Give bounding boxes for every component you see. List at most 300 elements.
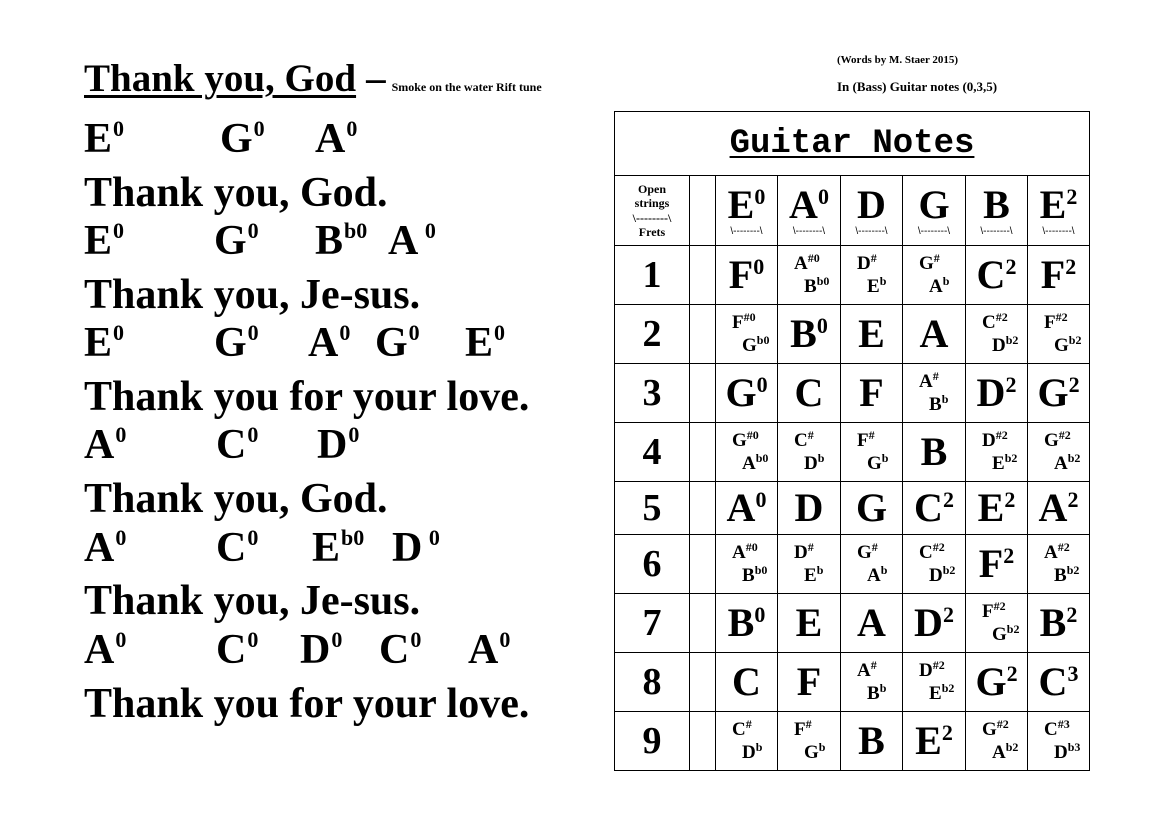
natural-note <box>1039 485 1079 530</box>
string-header-cell <box>1028 176 1090 246</box>
natural-note <box>790 311 828 356</box>
string-note-mark: 0 <box>754 183 766 209</box>
spacer-cell <box>690 535 716 594</box>
string-note-mark: 0 <box>817 183 829 209</box>
flat-note-mark: b0 <box>754 563 768 577</box>
flat-note-letter: B <box>929 394 942 415</box>
string-divider: \--------\ <box>980 225 1013 237</box>
chord-mark: 0 <box>115 422 127 447</box>
sharp-note <box>716 541 777 564</box>
note-cell <box>966 482 1028 535</box>
natural-note <box>732 659 761 704</box>
fret-row <box>615 482 1090 535</box>
note-cell-enharmonic <box>1028 712 1090 771</box>
sharp-note-mark: #0 <box>743 309 756 324</box>
chord-letter: E <box>312 525 341 571</box>
flat-note-letter: D <box>742 742 756 763</box>
flat-note <box>778 275 840 298</box>
flat-note <box>903 564 965 587</box>
natural-note-mark: 0 <box>756 372 768 397</box>
chord <box>312 527 364 569</box>
note-cell-enharmonic <box>1028 535 1090 594</box>
chord-mark: 0 <box>247 525 259 550</box>
note-cell <box>1028 246 1090 305</box>
chord <box>214 322 259 364</box>
note-cell <box>716 482 778 535</box>
sharp-note-mark: #0 <box>746 427 759 442</box>
chord-letter: D <box>300 627 331 673</box>
natural-note-letter: G <box>1037 370 1069 415</box>
spacer-cell <box>690 653 716 712</box>
flat-note <box>1028 564 1089 587</box>
note-cell <box>841 364 903 423</box>
chord-letter: C <box>216 422 247 468</box>
sharp-note-mark: #2 <box>1058 427 1071 442</box>
sharp-note-mark: # <box>870 250 877 265</box>
flat-note-mark: b0 <box>756 333 770 347</box>
note-cell-enharmonic <box>778 423 841 482</box>
sharp-note-mark: # <box>868 427 875 442</box>
note-cell-enharmonic <box>903 535 966 594</box>
chord-mark: b0 <box>341 525 365 550</box>
natural-note <box>725 370 767 415</box>
sharp-note-mark: #2 <box>932 657 945 672</box>
sharp-note-letter: G <box>732 429 747 451</box>
corner-label: \--------\ <box>632 210 672 225</box>
natural-note <box>914 485 954 530</box>
natural-note <box>795 370 824 415</box>
flat-note <box>841 275 902 298</box>
sharp-note <box>903 659 965 682</box>
flat-note <box>903 682 965 705</box>
fret-row <box>615 653 1090 712</box>
sharp-note-letter: G <box>1044 429 1059 451</box>
note-cell-enharmonic <box>966 712 1028 771</box>
string-note <box>857 182 886 227</box>
sharp-note-letter: F <box>857 429 869 451</box>
natural-note-mark: 2 <box>1004 487 1016 512</box>
string-note-letter: G <box>918 181 950 227</box>
chord <box>392 527 440 569</box>
natural-note <box>1040 600 1078 645</box>
string-header-cell <box>716 176 778 246</box>
natural-note <box>728 600 766 645</box>
flat-note-mark: b <box>879 274 887 288</box>
chord-mark: 0 <box>494 320 506 345</box>
chord-mark: 0 <box>113 218 125 243</box>
flat-note-mark: b <box>879 681 887 695</box>
string-note-mark: 2 <box>1066 183 1078 209</box>
note-cell <box>903 482 966 535</box>
chord-mark: 0 <box>247 218 259 243</box>
sharp-note-letter: C <box>982 311 996 333</box>
note-cell <box>778 305 841 364</box>
flat-note <box>1028 452 1089 475</box>
fret-row <box>615 246 1090 305</box>
song-title-line <box>84 56 542 101</box>
natural-note-letter: B <box>727 600 755 645</box>
chord <box>379 629 421 671</box>
natural-note-letter: C <box>732 659 761 704</box>
sharp-note <box>841 429 902 452</box>
chord-letter: A <box>84 525 115 571</box>
natural-note <box>797 659 821 704</box>
flat-note-letter: A <box>867 565 881 586</box>
note-cell <box>903 712 966 771</box>
flat-note-letter: D <box>804 453 818 474</box>
title-dash: – <box>366 57 386 100</box>
chord <box>84 527 126 569</box>
string-note <box>983 182 1010 227</box>
sharp-note-letter: C <box>1044 718 1058 740</box>
flat-note-mark: b2 <box>941 681 955 695</box>
flat-note-mark: b <box>942 274 950 288</box>
natural-note-mark: 2 <box>941 720 953 745</box>
natural-note <box>858 311 885 356</box>
flat-note <box>841 564 902 587</box>
sharp-note-mark: #2 <box>995 427 1008 442</box>
fret-number: 4 <box>615 423 690 482</box>
flat-note-mark: b2 <box>1066 563 1080 577</box>
natural-note <box>727 485 767 530</box>
chord <box>315 118 357 160</box>
sharp-note <box>716 311 777 334</box>
natural-note-letter: D <box>976 370 1006 415</box>
flat-note-letter: D <box>929 565 943 586</box>
natural-note-letter: A <box>857 600 886 645</box>
sharp-note-mark: # <box>807 539 814 554</box>
fret-row <box>615 712 1090 771</box>
chord-letter: A <box>84 627 115 673</box>
flat-note <box>903 393 965 416</box>
lyric-line: Thank you for your love. <box>84 681 530 727</box>
flat-note-letter: A <box>992 742 1006 763</box>
chord-mark: 0 <box>253 116 265 141</box>
note-cell-enharmonic <box>903 364 966 423</box>
sharp-note-mark: #0 <box>745 539 758 554</box>
sharp-note-letter: C <box>732 718 746 740</box>
sharp-note-letter: C <box>794 429 808 451</box>
sharp-note-letter: F <box>982 600 994 622</box>
sharp-note <box>841 541 902 564</box>
natural-note-letter: C <box>976 252 1006 297</box>
sharp-note-letter: A <box>919 370 933 392</box>
note-cell <box>966 653 1028 712</box>
flat-note-letter: A <box>742 453 756 474</box>
chord-letter: E <box>84 116 113 162</box>
sharp-note-letter: F <box>732 311 744 333</box>
note-cell-enharmonic <box>778 535 841 594</box>
sharp-note-letter: G <box>919 252 934 274</box>
fret-number: 6 <box>615 535 690 594</box>
fret-number: 3 <box>615 364 690 423</box>
string-divider: \--------\ <box>917 225 951 237</box>
sharp-note <box>716 429 777 452</box>
natural-note-letter: F <box>728 252 754 297</box>
sharp-note-letter: C <box>919 541 933 563</box>
flat-note-letter: G <box>992 624 1007 645</box>
sharp-note-letter: F <box>1044 311 1056 333</box>
flat-note-letter: E <box>929 683 942 704</box>
sharp-note-mark: # <box>745 716 752 731</box>
natural-note-letter: A <box>1038 485 1068 530</box>
note-cell-enharmonic <box>966 423 1028 482</box>
flat-note-letter: G <box>1054 335 1069 356</box>
note-cell <box>778 364 841 423</box>
sharp-note-mark: #2 <box>1055 309 1068 324</box>
flat-note-mark: b <box>817 451 825 465</box>
natural-note-mark: 0 <box>755 487 767 512</box>
chord <box>216 629 258 671</box>
natural-note-letter: E <box>795 600 823 645</box>
natural-note-mark: 2 <box>1066 602 1078 627</box>
natural-note-mark: 2 <box>1005 254 1017 279</box>
sharp-note <box>841 252 902 275</box>
flat-note-mark: b2 <box>942 563 956 577</box>
natural-note <box>1037 370 1079 415</box>
flat-note-mark: b0 <box>816 274 830 288</box>
flat-note-letter: E <box>804 565 817 586</box>
natural-note-mark: 0 <box>816 313 828 338</box>
natural-note-letter: G <box>725 370 757 415</box>
natural-note-letter: E <box>977 485 1005 530</box>
sharp-note-letter: A <box>1044 541 1058 563</box>
flat-note <box>778 564 840 587</box>
spacer-cell <box>690 305 716 364</box>
chord-mark: b0 <box>344 218 368 243</box>
chord <box>220 118 265 160</box>
natural-note <box>915 718 953 763</box>
spacer-cell <box>690 712 716 771</box>
natural-note-letter: F <box>978 541 1004 586</box>
chord-mark: 0 <box>247 627 259 652</box>
chord <box>214 220 259 262</box>
flat-note-letter: A <box>929 276 943 297</box>
chord <box>84 424 126 466</box>
flat-note-letter: G <box>804 742 819 763</box>
note-cell <box>841 594 903 653</box>
natural-note-mark: 2 <box>942 487 954 512</box>
natural-note <box>729 252 764 297</box>
flat-note-mark: b <box>941 392 949 406</box>
string-note-letter: A <box>789 181 818 227</box>
sharp-note-letter: G <box>982 718 997 740</box>
note-cell <box>966 364 1028 423</box>
note-cell <box>716 364 778 423</box>
string-divider: \--------\ <box>855 225 888 237</box>
natural-note <box>978 485 1016 530</box>
string-header-cell <box>966 176 1028 246</box>
header-row <box>615 176 1090 246</box>
sharp-note <box>841 659 902 682</box>
string-divider: \--------\ <box>730 225 763 237</box>
note-cell <box>716 246 778 305</box>
sharp-note-mark: # <box>870 657 877 672</box>
sharp-note-mark: # <box>932 368 939 383</box>
natural-note <box>859 370 883 415</box>
fret-row <box>615 423 1090 482</box>
chord-mark: 0 <box>113 116 125 141</box>
natural-note <box>914 600 954 645</box>
song-subtitle: Smoke on the water Rift tune <box>391 80 542 94</box>
flat-note-mark: b <box>818 740 826 754</box>
spacer-cell <box>690 364 716 423</box>
string-header-cell <box>903 176 966 246</box>
flat-note <box>778 741 840 764</box>
chord-letter: G <box>220 116 253 162</box>
flat-note <box>778 452 840 475</box>
natural-note-letter: D <box>914 600 943 645</box>
natural-note <box>856 485 887 530</box>
chord <box>468 629 510 671</box>
chord-mark: 0 <box>247 320 259 345</box>
chord-letter: A <box>315 116 346 162</box>
natural-note <box>977 252 1017 297</box>
note-cell <box>841 482 903 535</box>
chord <box>315 220 367 262</box>
sharp-note-mark: # <box>933 250 940 265</box>
flat-note-mark: b <box>755 740 763 754</box>
chord-letter: D <box>317 422 348 468</box>
note-cell-enharmonic <box>778 246 841 305</box>
chord <box>84 118 124 160</box>
natural-note-letter: B <box>1039 600 1067 645</box>
sharp-note <box>966 718 1027 741</box>
table-title: Guitar Notes <box>615 112 1090 176</box>
natural-note <box>796 600 823 645</box>
natural-note <box>858 718 885 763</box>
chord <box>308 322 350 364</box>
flat-note-mark: b <box>881 451 889 465</box>
chord <box>388 220 436 262</box>
natural-note-letter: F <box>1040 252 1066 297</box>
chord-mark: 0 <box>423 525 440 550</box>
lyric-line: Thank you, God. <box>84 170 388 216</box>
sharp-note <box>903 252 965 275</box>
natural-note-letter: E <box>858 311 885 356</box>
sharp-note-letter: A <box>857 659 871 681</box>
flat-note-letter: B <box>804 276 817 297</box>
note-cell-enharmonic <box>1028 305 1090 364</box>
sharp-note <box>716 718 777 741</box>
flat-note <box>841 682 902 705</box>
chord-letter: G <box>375 320 408 366</box>
chord-letter: G <box>214 218 247 264</box>
natural-note-letter: B <box>858 718 885 763</box>
spacer-cell <box>690 482 716 535</box>
natural-note-mark: 2 <box>1065 254 1077 279</box>
note-cell <box>716 653 778 712</box>
note-cell <box>778 482 841 535</box>
sharp-note-letter: A <box>794 252 808 274</box>
sharp-note-letter: F <box>794 718 806 740</box>
flat-note <box>966 452 1027 475</box>
flat-note-mark: b3 <box>1067 740 1081 754</box>
chord-letter: A <box>308 320 339 366</box>
sharp-note <box>778 718 840 741</box>
natural-note-mark: 2 <box>1003 543 1015 568</box>
notes-caption: In (Bass) Guitar notes (0,3,5) <box>837 79 998 94</box>
spacer-cell <box>690 246 716 305</box>
lyric-line: Thank you for your love. <box>84 374 530 420</box>
sharp-note <box>778 429 840 452</box>
natural-note-letter: F <box>796 659 822 704</box>
chord-mark: 0 <box>113 320 125 345</box>
sharp-note-letter: D <box>857 252 871 274</box>
note-cell-enharmonic <box>716 712 778 771</box>
flat-note-letter: B <box>1054 565 1067 586</box>
flat-note-mark: b <box>880 563 888 577</box>
note-cell-enharmonic <box>966 305 1028 364</box>
chord-letter: C <box>216 627 247 673</box>
chord <box>84 322 124 364</box>
flat-note-mark: b2 <box>1067 451 1081 465</box>
sharp-note-letter: D <box>919 659 933 681</box>
sharp-note <box>903 541 965 564</box>
note-cell-enharmonic <box>1028 423 1090 482</box>
note-cell <box>778 653 841 712</box>
song-title: Thank you, God <box>84 57 357 100</box>
corner-label: Frets <box>638 224 666 239</box>
fret-number: 1 <box>615 246 690 305</box>
string-note <box>1040 182 1078 227</box>
chord <box>375 322 420 364</box>
flat-note <box>966 623 1027 646</box>
guitar-notes-table <box>614 111 1090 771</box>
natural-note-letter: G <box>975 659 1007 704</box>
chord-mark: 0 <box>408 320 420 345</box>
chord-mark: 0 <box>115 525 127 550</box>
flat-note <box>966 334 1027 357</box>
string-note-letter: B <box>983 181 1010 227</box>
spacer-cell <box>690 594 716 653</box>
sharp-note <box>778 252 840 275</box>
sharp-note <box>778 541 840 564</box>
sharp-note-mark: # <box>807 427 814 442</box>
chord-mark: 0 <box>331 627 343 652</box>
sharp-note-mark: # <box>805 716 812 731</box>
flat-note <box>966 741 1027 764</box>
chord-letter: C <box>216 525 247 571</box>
flat-note <box>1028 741 1089 764</box>
corner-label: Open <box>637 181 666 196</box>
sharp-note <box>1028 718 1089 741</box>
sharp-note <box>1028 429 1089 452</box>
natural-note-letter: A <box>919 311 949 356</box>
natural-note <box>857 600 886 645</box>
sharp-note-mark: #3 <box>1057 716 1070 731</box>
flat-note <box>716 334 777 357</box>
natural-note-mark: 2 <box>1006 661 1018 686</box>
flat-note-letter: D <box>1054 742 1068 763</box>
fret-number: 8 <box>615 653 690 712</box>
note-cell <box>1028 653 1090 712</box>
note-cell-enharmonic <box>841 423 903 482</box>
flat-note <box>841 452 902 475</box>
natural-note-letter: C <box>914 485 943 530</box>
natural-note-mark: 0 <box>754 602 766 627</box>
chord-mark: 0 <box>348 422 360 447</box>
natural-note <box>920 311 949 356</box>
chord-mark: 0 <box>499 627 511 652</box>
chord-letter: E <box>465 320 494 366</box>
note-cell <box>1028 594 1090 653</box>
note-cell-enharmonic <box>716 535 778 594</box>
natural-note-letter: B <box>920 429 948 474</box>
string-note <box>789 182 829 227</box>
note-cell <box>841 712 903 771</box>
string-note-letter: E <box>1039 181 1067 227</box>
